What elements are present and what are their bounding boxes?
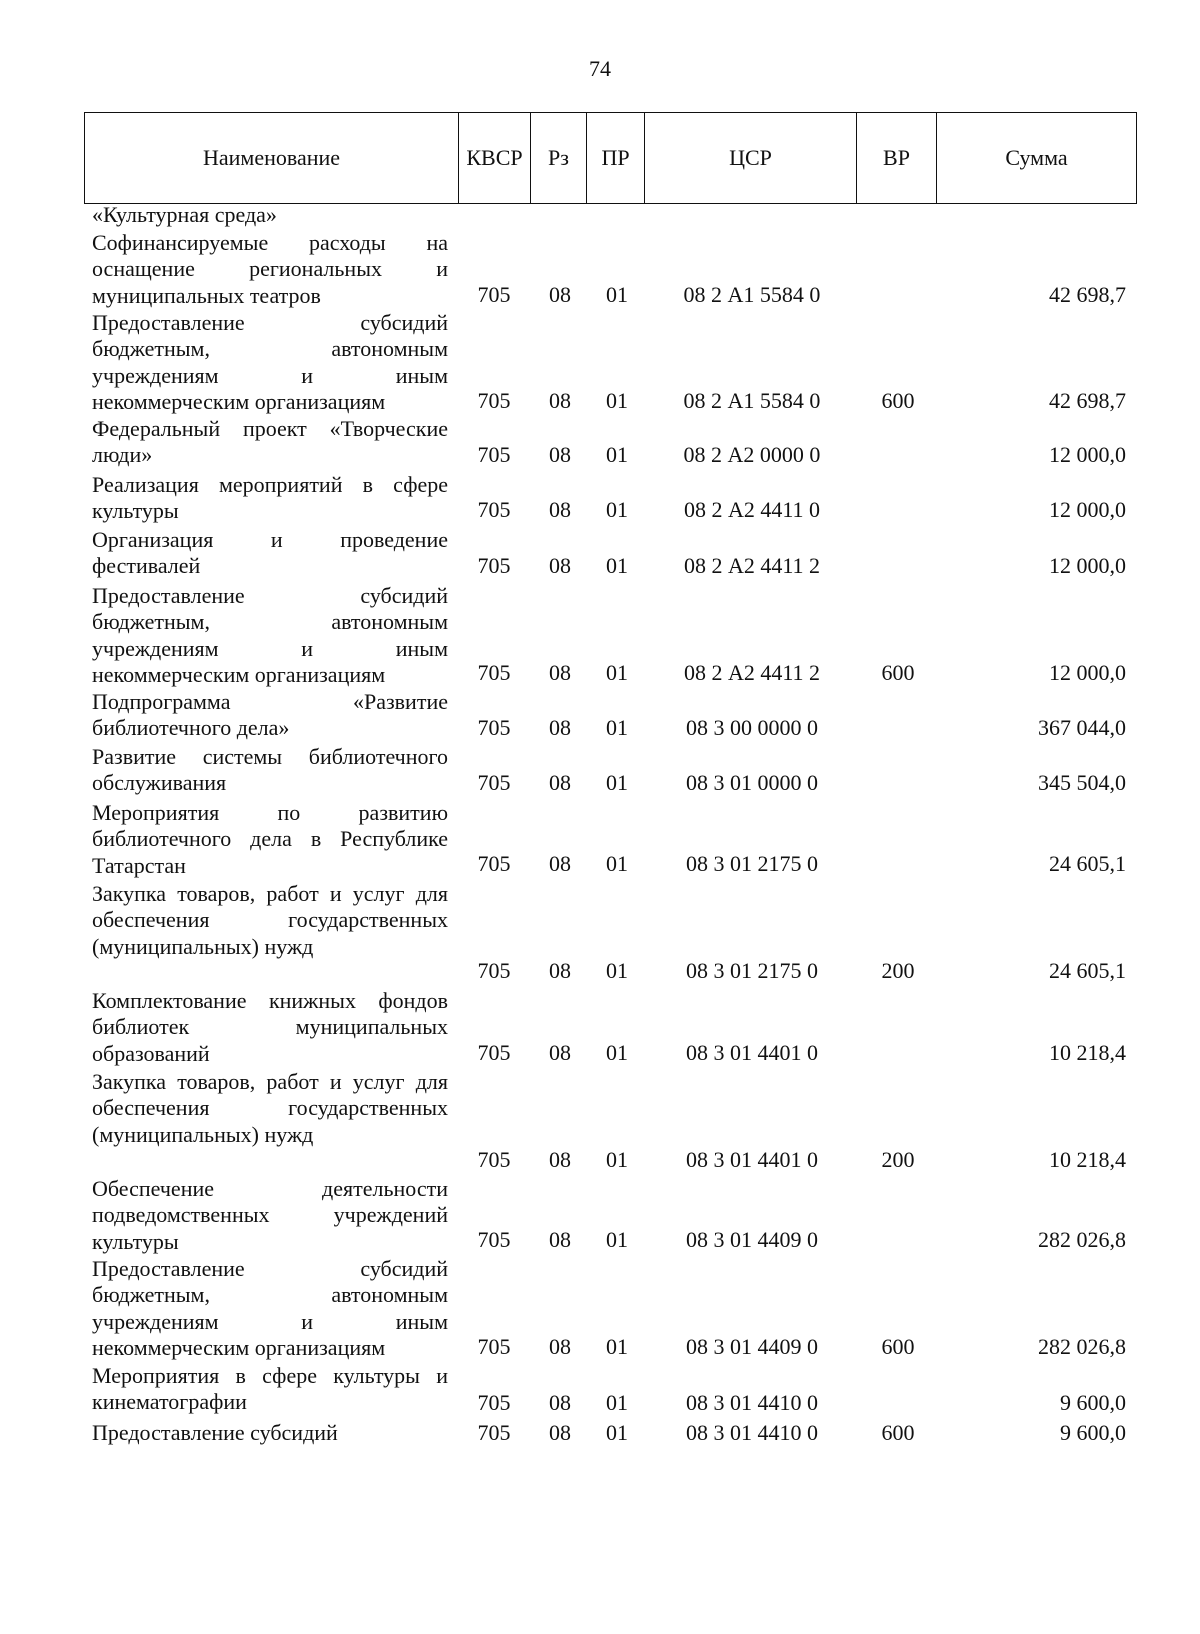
cell-name: Организация и проведение фестивалей <box>92 527 448 579</box>
cell-vr: 600 <box>881 1420 915 1445</box>
cell-sum: 12 000,0 <box>1049 660 1126 685</box>
cell-pr: 01 <box>606 1040 628 1065</box>
cell-rz: 08 <box>549 958 571 983</box>
cell-kvsr: 705 <box>477 1390 511 1415</box>
cell-pr: 01 <box>606 388 628 413</box>
header-name: Наименование <box>85 113 459 204</box>
cell-kvsr: 705 <box>477 388 511 413</box>
cell-pr: 01 <box>606 958 628 983</box>
cell-sum: 367 044,0 <box>1038 715 1126 740</box>
cell-kvsr: 705 <box>477 660 511 685</box>
cell-rz: 08 <box>549 388 571 413</box>
cell-name: Мероприятия в сфере культуры и кинематографии <box>92 1363 448 1415</box>
cell-vr: 600 <box>881 660 915 685</box>
cell-sum: 10 218,4 <box>1049 1147 1126 1172</box>
cell-name: Софинансируемые расходы на оснащение региональных и муниципальных театров <box>92 230 448 308</box>
cell-rz: 08 <box>549 442 571 467</box>
cell-sum: 9 600,0 <box>1060 1420 1126 1445</box>
cell-pr: 01 <box>606 1334 628 1359</box>
cell-csr: 08 3 01 2175 0 <box>686 958 818 983</box>
cell-sum: 345 504,0 <box>1038 770 1126 795</box>
cell-vr: 600 <box>881 1334 915 1359</box>
cell-kvsr: 705 <box>477 282 511 307</box>
cell-pr: 01 <box>606 1420 628 1445</box>
cell-rz: 08 <box>549 1227 571 1252</box>
cell-rz: 08 <box>549 282 571 307</box>
cell-kvsr: 705 <box>477 1040 511 1065</box>
cell-rz: 08 <box>549 851 571 876</box>
header-sum: Сумма <box>937 113 1137 204</box>
cell-rz: 08 <box>549 1390 571 1415</box>
cell-rz: 08 <box>549 1040 571 1065</box>
cell-name: Реализация мероприятий в сфере культуры <box>92 472 448 524</box>
header-kvsr: КВСР <box>459 113 531 204</box>
cell-csr: 08 3 00 0000 0 <box>686 715 818 740</box>
cell-csr: 08 3 01 0000 0 <box>686 770 818 795</box>
cell-kvsr: 705 <box>477 851 511 876</box>
cell-csr: 08 3 01 4409 0 <box>686 1334 818 1359</box>
cell-vr: 200 <box>881 1147 915 1172</box>
cell-csr: 08 3 01 4410 0 <box>686 1420 818 1445</box>
cell-name: Комплектование книжных фондов библиотек муниципальных образований <box>92 988 448 1066</box>
cell-name: Обеспечение деятельности подведомственных учреждений культуры <box>92 1176 448 1254</box>
header-vr: ВР <box>857 113 937 204</box>
cell-rz: 08 <box>549 660 571 685</box>
cell-name: Подпрограмма «Развитие библиотечного дела» <box>92 689 448 741</box>
cell-name: Предоставление субсидий бюджетным, автономным учреждениям и иным некоммерческим организациям <box>92 310 448 415</box>
cell-kvsr: 705 <box>477 770 511 795</box>
cell-kvsr: 705 <box>477 1147 511 1172</box>
cell-csr: 08 2 А2 4411 2 <box>683 553 821 578</box>
cell-kvsr: 705 <box>477 958 511 983</box>
cell-kvsr: 705 <box>477 1420 511 1445</box>
cell-name: Закупка товаров, работ и услуг для обеспечения государственных (муниципальных) нужд <box>92 1069 448 1147</box>
cell-name: Мероприятия по развитию библиотечного дела в Республике Татарстан <box>92 800 448 878</box>
cell-name: Закупка товаров, работ и услуг для обеспечения государственных (муниципальных) нужд <box>92 881 448 959</box>
cell-csr: 08 3 01 4409 0 <box>686 1227 818 1252</box>
cell-rz: 08 <box>549 1334 571 1359</box>
header-rz: Рз <box>531 113 587 204</box>
cell-csr: 08 2 А1 5584 0 <box>683 388 821 413</box>
cell-name: Предоставление субсидий бюджетным, автономным учреждениям и иным некоммерческим организациям <box>92 1256 448 1361</box>
cell-name: Федеральный проект «Творческие люди» <box>92 416 448 468</box>
cell-rz: 08 <box>549 497 571 522</box>
cell-rz: 08 <box>549 1147 571 1172</box>
cell-sum: 9 600,0 <box>1060 1390 1126 1415</box>
cell-vr: 600 <box>881 388 915 413</box>
cell-csr: 08 2 А2 4411 0 <box>683 497 821 522</box>
cell-name: Развитие системы библиотечного обслуживания <box>92 744 448 796</box>
cell-pr: 01 <box>606 1147 628 1172</box>
cell-sum: 10 218,4 <box>1049 1040 1126 1065</box>
cell-kvsr: 705 <box>477 442 511 467</box>
cell-name: Предоставление субсидий <box>92 1420 338 1445</box>
page-number: 74 <box>589 56 611 81</box>
cell-name: Предоставление субсидий бюджетным, автономным учреждениям и иным некоммерческим организациям <box>92 583 448 688</box>
cell-csr: 08 3 01 2175 0 <box>686 851 818 876</box>
cell-sum: 12 000,0 <box>1049 553 1126 578</box>
cell-pr: 01 <box>606 553 628 578</box>
cell-sum: 24 605,1 <box>1049 958 1126 983</box>
cell-csr: 08 2 А2 4411 2 <box>683 660 821 685</box>
cell-pr: 01 <box>606 1227 628 1252</box>
cell-sum: 282 026,8 <box>1038 1334 1126 1359</box>
cell-kvsr: 705 <box>477 553 511 578</box>
cell-rz: 08 <box>549 715 571 740</box>
cell-pr: 01 <box>606 282 628 307</box>
cell-sum: 12 000,0 <box>1049 497 1126 522</box>
cell-vr: 200 <box>881 958 915 983</box>
cell-pr: 01 <box>606 497 628 522</box>
cell-pr: 01 <box>606 770 628 795</box>
cell-sum: 42 698,7 <box>1049 282 1126 307</box>
cell-pr: 01 <box>606 851 628 876</box>
cell-rz: 08 <box>549 553 571 578</box>
cell-pr: 01 <box>606 715 628 740</box>
cell-kvsr: 705 <box>477 1227 511 1252</box>
cell-pr: 01 <box>606 1390 628 1415</box>
cell-kvsr: 705 <box>477 715 511 740</box>
cell-rz: 08 <box>549 770 571 795</box>
cell-kvsr: 705 <box>477 497 511 522</box>
cell-csr: 08 3 01 4401 0 <box>686 1040 818 1065</box>
cell-csr: 08 2 А1 5584 0 <box>683 282 821 307</box>
cell-pr: 01 <box>606 442 628 467</box>
header-csr: ЦСР <box>645 113 857 204</box>
cell-kvsr: 705 <box>477 1334 511 1359</box>
cell-sum: 12 000,0 <box>1049 442 1126 467</box>
cell-csr: 08 3 01 4401 0 <box>686 1147 818 1172</box>
header-pr: ПР <box>587 113 645 204</box>
cell-name: «Культурная среда» <box>92 202 277 227</box>
cell-sum: 42 698,7 <box>1049 388 1126 413</box>
cell-sum: 282 026,8 <box>1038 1227 1126 1252</box>
cell-csr: 08 2 А2 0000 0 <box>683 442 821 467</box>
cell-sum: 24 605,1 <box>1049 851 1126 876</box>
cell-pr: 01 <box>606 660 628 685</box>
cell-rz: 08 <box>549 1420 571 1445</box>
cell-csr: 08 3 01 4410 0 <box>686 1390 818 1415</box>
